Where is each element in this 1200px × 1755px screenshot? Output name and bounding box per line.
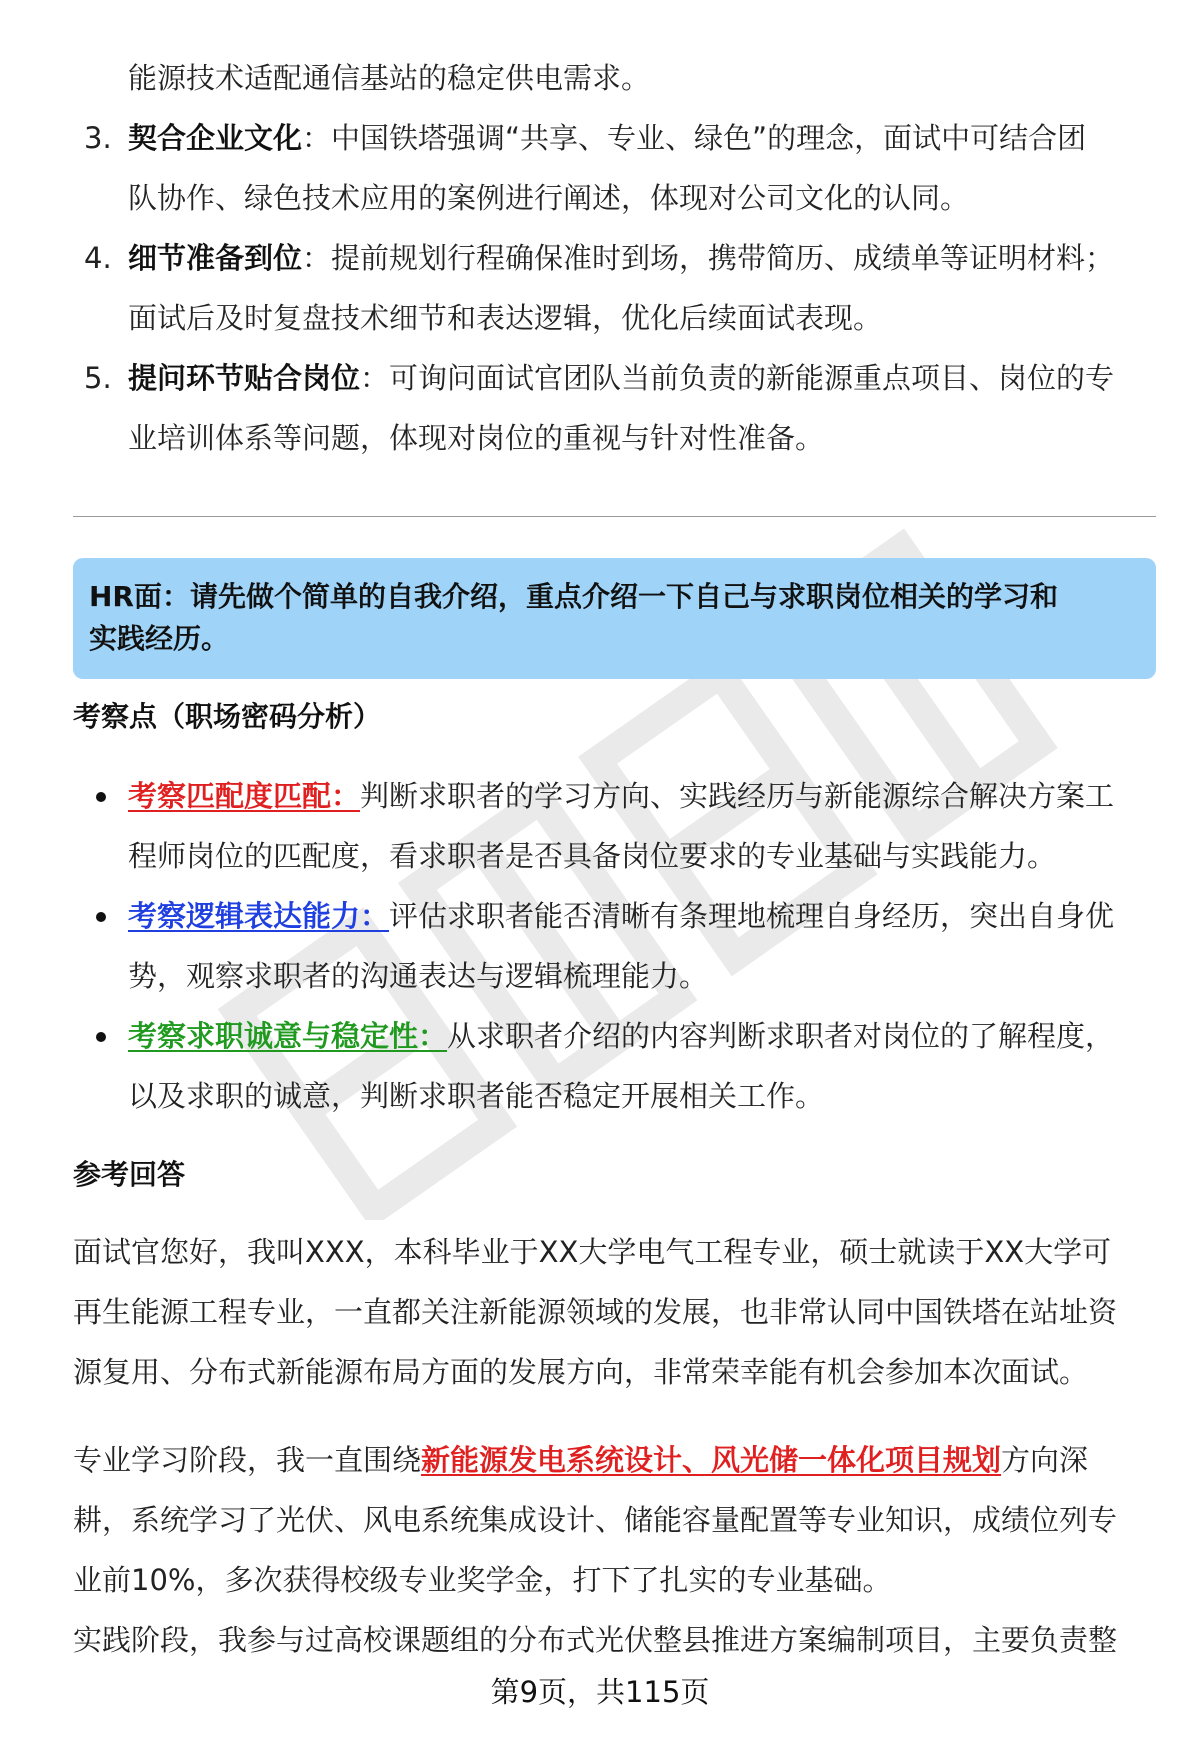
tip-text: 可询问面试官团队当前负责的新能源重点项目、岗位的专 — [389, 361, 1115, 395]
tip-title: 契合企业文化 — [128, 121, 303, 155]
point-text: 评估求职者能否清晰有条理地梳理自身经历，突出自身优 — [389, 899, 1115, 933]
continuation-text: 能源技术适配通信基站的稳定供电需求。 — [128, 61, 651, 95]
list-item — [0, 766, 1200, 886]
list-item: 5. 提问环节贴合岗位：可询问面试官团队当前负责的新能源重点项目、岗位的专 业培训体系等问题，体现对岗位的重视与针对性准备。 — [0, 348, 1200, 468]
tip-text: 中国铁塔强调“共享、专业、绿色”的理念，面试中可结合团 — [331, 121, 1087, 155]
tip-text: 业培训体系等问题，体现对岗位的重视与针对性准备。 — [128, 421, 825, 455]
answer-paragraph-2: 专业学习阶段，我一直围绕新能源发电系统设计、风光储一体化项目规划方向深 耕，系统学习了光伏、风电系统集成设计、储能容量配置等专业知识，成绩位列专 业前10%，多次获得校级专业奖学金，打下了扎实的专业基础。 实践阶段，我参与过高校课题组的分布式光伏整县推进方案编制项目，主要负责整 — [73, 1443, 1118, 1657]
tip-title: 细节准备到位 — [128, 241, 303, 275]
list-item — [0, 1006, 1200, 1126]
section-heading-points: 考察点（职场密码分析） — [73, 700, 382, 733]
point-label: 考察求职诚意与稳定性： — [128, 1019, 448, 1053]
answer-paragraph-1: 面试官您好，我叫XXX，本科毕业于XX大学电气工程专业，硕士就读于XX大学可 再生能源工程专业，一直都关注新能源领域的发展，也非常认同中国铁塔在站址资 源复用、分布式新能源布局方面的发展方向，非常荣幸能有机会参加本次面试。 — [73, 1235, 1118, 1389]
point-text: 判断求职者的学习方向、实践经历与新能源综合解决方案工 — [360, 779, 1115, 813]
list-number: 5. — [84, 361, 112, 395]
tip-text: 面试后及时复盘技术细节和表达逻辑，优化后续面试表现。 — [128, 301, 883, 335]
section-divider — [73, 516, 1156, 517]
bullet-icon — [96, 1032, 106, 1042]
list-number: 3. — [84, 121, 112, 155]
page-number: 第9页，共115页 — [490, 1675, 710, 1709]
tip-text: 提前规划行程确保准时到场，携带简历、成绩单等证明材料； — [331, 241, 1115, 275]
list-number: 4. — [84, 241, 112, 275]
bullet-icon — [96, 792, 106, 802]
list-item: 4. 细节准备到位：提前规划行程确保准时到场，携带简历、成绩单等证明材料； 面试后及时复盘技术细节和表达逻辑，优化后续面试表现。 — [0, 228, 1200, 348]
point-text: 从求职者介绍的内容判断求职者对岗位的了解程度， — [447, 1019, 1115, 1053]
tip-title: 提问环节贴合岗位 — [128, 361, 361, 395]
section-heading-answer: 参考回答 — [73, 1158, 186, 1191]
list-item — [0, 886, 1200, 1006]
question-box — [73, 558, 1156, 679]
bullet-icon — [96, 912, 106, 922]
point-label: 考察逻辑表达能力： — [128, 899, 390, 933]
question-line: 实践经历。 — [89, 622, 230, 655]
highlight-text: 新能源发电系统设计、风光储一体化项目规划 — [421, 1443, 1002, 1477]
point-text: 以及求职的诚意，判断求职者能否稳定开展相关工作。 — [128, 1079, 825, 1113]
tips-list — [0, 108, 1200, 468]
assessment-points — [0, 766, 1200, 1126]
point-label: 考察匹配度匹配： — [128, 779, 361, 813]
point-text: 势，观察求职者的沟通表达与逻辑梳理能力。 — [128, 959, 709, 993]
question-line: HR面：请先做个简单的自我介绍，重点介绍一下自己与求职岗位相关的学习和 — [89, 580, 1058, 613]
point-text: 程师岗位的匹配度，看求职者是否具备岗位要求的专业基础与实践能力。 — [128, 839, 1057, 873]
list-item: 3. 契合企业文化：中国铁塔强调“共享、专业、绿色”的理念，面试中可结合团 队协作、绿色技术应用的案例进行阐述，体现对公司文化的认同。 — [0, 108, 1200, 228]
tip-text: 队协作、绿色技术应用的案例进行阐述，体现对公司文化的认同。 — [128, 181, 970, 215]
